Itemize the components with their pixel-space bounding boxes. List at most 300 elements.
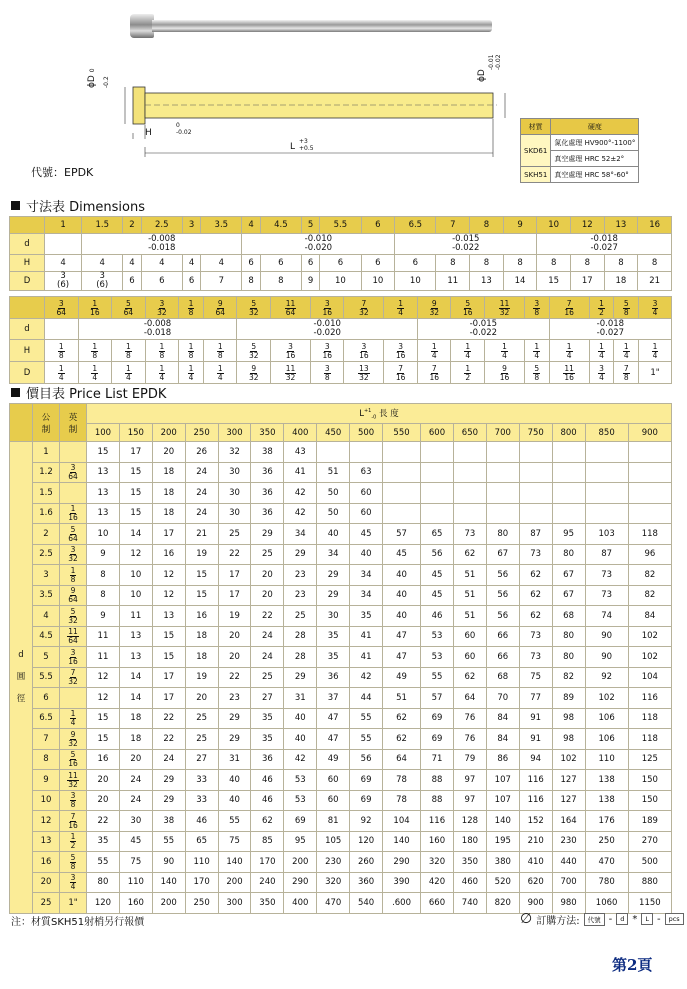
table-cell: 116 [421, 811, 454, 832]
table-cell: $\frac{11}{16}$ [549, 362, 589, 384]
table-cell: 820 [486, 893, 519, 914]
table-cell: $\frac{3}{4}$ [639, 297, 672, 319]
table-row [10, 770, 672, 791]
table-cell: 14 [119, 524, 152, 545]
d-dimension-label: ϕD 0 [87, 68, 97, 88]
table-cell: 4 [141, 255, 182, 272]
table-cell: 88 [421, 770, 454, 791]
table-cell: 1150 [628, 893, 671, 914]
table-cell: $\frac{1}{4}$ [112, 362, 146, 384]
table-cell: 7 [33, 729, 60, 750]
table-cell: 102 [628, 647, 671, 668]
table-cell: 9 [87, 606, 120, 627]
table-cell: 14 [119, 667, 152, 688]
table-cell [519, 462, 552, 483]
table-cell: 4 [82, 255, 123, 272]
table-cell: 47 [383, 647, 421, 668]
table-cell: 55 [218, 811, 251, 832]
table-row [10, 872, 672, 893]
table-cell: 20 [87, 790, 120, 811]
table-cell: 16 [33, 852, 60, 873]
table-cell: 20 [218, 647, 251, 668]
table-cell: 62 [519, 585, 552, 606]
table-cell: 46 [251, 770, 284, 791]
table-cell: 55 [421, 667, 454, 688]
table-cell: 660 [421, 893, 454, 914]
table-cell: 57 [421, 688, 454, 709]
table-cell: 750 [519, 424, 552, 442]
table-cell: 96 [628, 544, 671, 565]
table-cell: 138 [585, 790, 628, 811]
table-cell: 75 [119, 852, 152, 873]
table-cell [486, 483, 519, 504]
table-cell: 13 [33, 831, 60, 852]
table-cell: 69 [284, 811, 317, 832]
table-cell: 45 [421, 585, 454, 606]
table-cell [10, 297, 45, 319]
table-cell: 8 [604, 255, 638, 272]
table-cell: 127 [552, 790, 585, 811]
table-cell: 18 [185, 647, 218, 668]
table-cell: 470 [317, 893, 350, 914]
table-cell: 25 [185, 708, 218, 729]
table-cell: 150 [119, 424, 152, 442]
ejector-pin-photo [130, 14, 495, 38]
table-cell: $\frac{1}{4}$ [203, 362, 237, 384]
table-cell: 4 [33, 606, 60, 627]
table-cell [519, 442, 552, 463]
table-cell: $\frac{1}{8}$ [60, 565, 87, 586]
table-cell: 90 [585, 626, 628, 647]
table-cell: 10 [119, 565, 152, 586]
table-cell: $\frac{11}{32}$ [60, 770, 87, 791]
table-cell: 95 [552, 524, 585, 545]
table-cell: 75 [519, 667, 552, 688]
table-cell: 500 [350, 424, 383, 442]
table-cell: 57 [383, 524, 421, 545]
table-cell: $\frac{11}{64}$ [60, 626, 87, 647]
table-cell: $\frac{3}{32}$ [145, 297, 179, 319]
table-cell: 29 [284, 667, 317, 688]
table-row [10, 606, 672, 627]
table-cell: 55 [152, 831, 185, 852]
table-cell: $\frac{1}{2}$ [451, 362, 485, 384]
table-cell: $\frac{7}{8}$ [614, 362, 639, 384]
table-cell: $\frac{3}{8}$ [60, 790, 87, 811]
table-cell: $\frac{5}{64}$ [112, 297, 146, 319]
table-cell: 6.5 [395, 217, 436, 234]
table-cell [519, 503, 552, 524]
table-cell: 16 [87, 749, 120, 770]
table-cell: 550 [383, 424, 421, 442]
table-cell: 82 [628, 585, 671, 606]
table-cell: 1" [60, 893, 87, 914]
table-cell: $\frac{3}{8}$ [310, 362, 344, 384]
table-cell: $\frac{1}{16}$ [78, 297, 112, 319]
table-cell: 8 [470, 255, 504, 272]
table-cell: 11 [436, 272, 470, 291]
table-cell: 27 [185, 749, 218, 770]
table-row [10, 831, 672, 852]
table-cell: 170 [251, 852, 284, 873]
table-cell: $\frac{1}{16}$ [60, 503, 87, 524]
table-cell: 64 [453, 688, 486, 709]
table-cell: 6 [361, 255, 395, 272]
table-cell: 34 [284, 524, 317, 545]
table-cell: 10 [537, 217, 571, 234]
table-cell: $\frac{9}{64}$ [203, 297, 237, 319]
table-cell: $\frac{1}{4}$ [589, 340, 614, 362]
table-row [10, 544, 672, 565]
table-cell: 106 [585, 729, 628, 750]
table-cell: 92 [350, 811, 383, 832]
table-cell: $\frac{11}{32}$ [271, 362, 311, 384]
table-cell: 73 [585, 585, 628, 606]
table-cell: 80 [552, 544, 585, 565]
table-cell: 3 [182, 217, 200, 234]
table-cell: 31 [284, 688, 317, 709]
table-cell: 102 [585, 688, 628, 709]
table-cell: 84 [486, 708, 519, 729]
table-cell: 152 [519, 811, 552, 832]
table-cell: $\frac{1}{8}$ [179, 340, 204, 362]
table-cell: 45 [350, 524, 383, 545]
table-cell: 20 [87, 770, 120, 791]
table-cell: 200 [218, 872, 251, 893]
table-cell: 13 [87, 462, 120, 483]
table-cell: $\frac{3}{4}$ [60, 872, 87, 893]
table-cell: 40 [284, 708, 317, 729]
table-cell [585, 442, 628, 463]
d-right-tol-upper: -0.01 [488, 54, 495, 70]
table-cell: 55 [87, 852, 120, 873]
table-cell: 65 [421, 524, 454, 545]
table-cell: 8 [87, 565, 120, 586]
table-cell: 51 [453, 606, 486, 627]
table-cell: 160 [119, 893, 152, 914]
table-cell: 350 [251, 893, 284, 914]
table-cell: 12 [87, 688, 120, 709]
table-cell: 160 [421, 831, 454, 852]
table-cell: 3.5 [201, 217, 242, 234]
table-cell: 140 [383, 831, 421, 852]
table-cell: 34 [350, 565, 383, 586]
h-label: H [145, 128, 152, 138]
table-cell: 520 [486, 872, 519, 893]
table-cell: 14 [503, 272, 537, 291]
table-cell: 13 [119, 647, 152, 668]
table-cell: 2 [123, 217, 141, 234]
table-cell: 30 [218, 483, 251, 504]
table-cell: $\frac{1}{2}$ [60, 831, 87, 852]
table-cell: 8 [33, 749, 60, 770]
table-cell: 85 [251, 831, 284, 852]
table-cell: 18 [152, 483, 185, 504]
table-cell: -0.015 -0.022 [417, 319, 549, 340]
table-cell: $\frac{1}{4}$ [417, 340, 451, 362]
table-cell: $\frac{5}{32}$ [60, 606, 87, 627]
table-cell: 28 [284, 647, 317, 668]
table-cell: 91 [519, 729, 552, 750]
table-cell: 290 [284, 872, 317, 893]
table-cell: 公 制 [33, 404, 60, 442]
table-cell [552, 462, 585, 483]
table-row [10, 565, 672, 586]
table-cell: 420 [421, 872, 454, 893]
table-cell: 5.5 [33, 667, 60, 688]
table-cell: 36 [251, 462, 284, 483]
table-cell: $\frac{5}{16}$ [451, 297, 485, 319]
table-cell: 10 [87, 524, 120, 545]
table-cell: 118 [628, 524, 671, 545]
table-cell: 46 [421, 606, 454, 627]
table-cell [453, 503, 486, 524]
table-cell: 4.5 [33, 626, 60, 647]
table-cell: 20 [152, 442, 185, 463]
table-cell: D [10, 362, 45, 384]
table-cell: 42 [350, 667, 383, 688]
table-cell: 24 [119, 770, 152, 791]
d-right-label: ϕD [477, 69, 487, 82]
table-cell: 82 [552, 667, 585, 688]
table-cell: 22 [152, 708, 185, 729]
table-cell: 78 [383, 770, 421, 791]
table-cell: 6.5 [33, 708, 60, 729]
table-cell: $\frac{1}{4}$ [639, 340, 672, 362]
table-cell: 67 [552, 585, 585, 606]
table-row [10, 647, 672, 668]
table-cell: 23 [218, 688, 251, 709]
table-cell: 1.2 [33, 462, 60, 483]
table-cell: 17 [152, 667, 185, 688]
table-cell: 42 [284, 749, 317, 770]
table-cell [10, 404, 33, 442]
table-cell: 118 [628, 708, 671, 729]
table-cell: $\frac{9}{32}$ [237, 362, 271, 384]
table-cell: 164 [552, 811, 585, 832]
table-cell: 73 [519, 544, 552, 565]
table-cell: 106 [585, 708, 628, 729]
table-cell: 260 [350, 852, 383, 873]
table-cell: 19 [185, 544, 218, 565]
table-cell: 35 [251, 708, 284, 729]
table-cell [421, 462, 454, 483]
table-cell: 2.5 [33, 544, 60, 565]
table-cell: 700 [552, 872, 585, 893]
table-cell [628, 503, 671, 524]
table-cell: 23 [284, 585, 317, 606]
table-cell: 36 [251, 503, 284, 524]
table-cell: 60 [317, 770, 350, 791]
table-cell: 15 [152, 647, 185, 668]
table-cell: 84 [486, 729, 519, 750]
table-cell: 21 [185, 524, 218, 545]
table-cell: 88 [421, 790, 454, 811]
table-cell: 118 [628, 729, 671, 750]
table-cell: 350 [251, 424, 284, 442]
table-cell: 320 [317, 872, 350, 893]
table-cell: $\frac{1}{4}$ [145, 362, 179, 384]
table-row [10, 626, 672, 647]
table-cell: 69 [350, 770, 383, 791]
table-cell: 17 [218, 585, 251, 606]
table-cell: $\frac{3}{16}$ [310, 340, 344, 362]
l-tol: +3 +0.5 [299, 138, 314, 152]
table-cell: 80 [552, 626, 585, 647]
table-cell: 170 [185, 872, 218, 893]
table-cell: 92 [585, 667, 628, 688]
table-cell: $\frac{11}{64}$ [271, 297, 311, 319]
table-cell: 6 [302, 255, 320, 272]
table-cell: 1.6 [33, 503, 60, 524]
table-cell: 470 [585, 852, 628, 873]
table-cell [519, 483, 552, 504]
table-cell: 47 [317, 729, 350, 750]
table-cell: 53 [284, 790, 317, 811]
table-cell: 350 [453, 852, 486, 873]
table-cell: 44 [350, 688, 383, 709]
table-cell: 9 [87, 544, 120, 565]
table-cell: 60 [350, 503, 383, 524]
table-cell: $\frac{3}{16}$ [271, 340, 311, 362]
table-cell: 18 [152, 462, 185, 483]
table-cell: 41 [350, 626, 383, 647]
table-cell: 21 [638, 272, 672, 291]
table-cell: 6 [33, 688, 60, 709]
table-cell: $\frac{1}{4}$ [451, 340, 485, 362]
table-cell: $\frac{1}{8}$ [145, 340, 179, 362]
table-cell: 49 [317, 749, 350, 770]
table-cell: 6 [141, 272, 182, 291]
table-cell: 8 [537, 255, 571, 272]
table-cell: 11 [87, 626, 120, 647]
table-cell: 36 [251, 749, 284, 770]
table-cell: 51 [453, 585, 486, 606]
table-cell: 51 [383, 688, 421, 709]
table-cell: 47 [383, 626, 421, 647]
table-cell [317, 442, 350, 463]
table-row [10, 729, 672, 750]
table-cell: 6 [123, 272, 141, 291]
table-cell: 15 [119, 462, 152, 483]
table-cell: 41 [350, 647, 383, 668]
table-cell: 13 [604, 217, 638, 234]
table-cell: 67 [552, 565, 585, 586]
table-cell: 25 [251, 667, 284, 688]
table-cell: 2 [33, 524, 60, 545]
table-cell: 11 [119, 606, 152, 627]
table-cell: 60 [317, 790, 350, 811]
table-cell [628, 442, 671, 463]
table-cell: d [10, 234, 45, 255]
table-cell: 22 [218, 544, 251, 565]
table-cell: 69 [421, 708, 454, 729]
table-cell: 105 [317, 831, 350, 852]
table-cell: 4 [45, 255, 82, 272]
table-cell: 1" [639, 362, 672, 384]
table-cell: 19 [218, 606, 251, 627]
table-cell: $\frac{7}{16}$ [549, 297, 589, 319]
table-cell [383, 462, 421, 483]
d-right-tol-lower: -0.02 [495, 54, 502, 70]
order-icon: ∅ [520, 911, 533, 927]
table-cell: 35 [350, 606, 383, 627]
table-cell: 15 [119, 503, 152, 524]
table-cell: 20 [119, 749, 152, 770]
table-cell: 81 [317, 811, 350, 832]
table-cell: 4 [201, 255, 242, 272]
table-cell: 8 [242, 272, 260, 291]
table-cell [60, 483, 87, 504]
table-cell: $\frac{3}{64}$ [45, 297, 79, 319]
table-cell: 90 [152, 852, 185, 873]
table-cell: $\frac{1}{4}$ [179, 362, 204, 384]
table-cell: $\frac{1}{4}$ [45, 362, 79, 384]
table-cell: 40 [383, 606, 421, 627]
table-cell: 13 [87, 483, 120, 504]
table-cell: $\frac{1}{8}$ [179, 297, 204, 319]
table-cell: 20 [218, 626, 251, 647]
table-cell: 3 [33, 565, 60, 586]
table-cell: 20 [33, 872, 60, 893]
table-cell: 22 [218, 667, 251, 688]
table-cell: 16 [185, 606, 218, 627]
table-cell [552, 503, 585, 524]
table-cell: 460 [453, 872, 486, 893]
table-cell: 1060 [585, 893, 628, 914]
table-cell: 880 [628, 872, 671, 893]
table-cell: 56 [486, 606, 519, 627]
table-cell: 200 [152, 893, 185, 914]
table-cell: 68 [486, 667, 519, 688]
table-cell: 16 [152, 544, 185, 565]
table-cell: 7 [201, 272, 242, 291]
table-cell: 6 [260, 255, 301, 272]
table-cell: $\frac{1}{4}$ [524, 340, 549, 362]
table-cell: $\frac{5}{8}$ [60, 852, 87, 873]
table-row [10, 893, 672, 914]
table-row [10, 667, 672, 688]
table-cell: $\frac{7}{32}$ [60, 667, 87, 688]
table-cell: 56 [350, 749, 383, 770]
table-cell: 23 [284, 565, 317, 586]
table-cell: 40 [383, 585, 421, 606]
table-cell: 68 [552, 606, 585, 627]
table-cell [453, 483, 486, 504]
table-cell: 86 [486, 749, 519, 770]
table-row [10, 462, 672, 483]
table-cell [60, 688, 87, 709]
table-cell [585, 503, 628, 524]
table-cell: 10 [395, 272, 436, 291]
table-cell: 27 [251, 688, 284, 709]
table-cell: 45 [383, 544, 421, 565]
table-cell: 6 [320, 255, 361, 272]
table-cell: 120 [350, 831, 383, 852]
table-cell: $\frac{5}{64}$ [60, 524, 87, 545]
d-tol-lower: -0.2 [103, 76, 110, 88]
table-cell: 15 [87, 708, 120, 729]
table-cell: 12 [33, 811, 60, 832]
table-cell: 24 [251, 626, 284, 647]
table-cell: 20 [251, 585, 284, 606]
table-cell: 500 [628, 852, 671, 873]
table-cell [552, 483, 585, 504]
table-cell: 189 [628, 811, 671, 832]
table-cell: 62 [519, 606, 552, 627]
table-cell: 200 [152, 424, 185, 442]
table-cell: 850 [585, 424, 628, 442]
